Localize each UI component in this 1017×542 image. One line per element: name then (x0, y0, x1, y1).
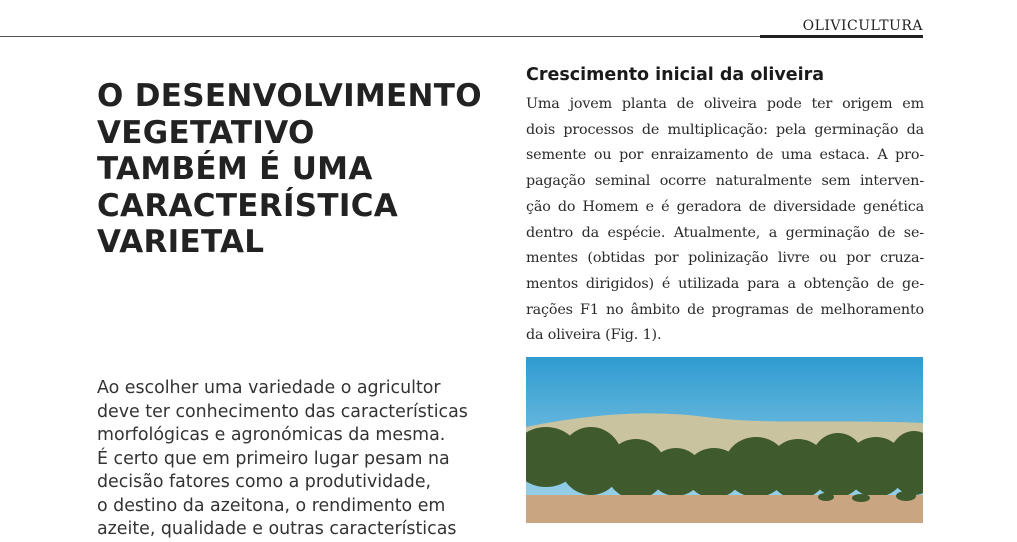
intro-line: deve ter conhecimento das características (97, 401, 468, 422)
body-line: da oliveira (Fig. 1). (526, 327, 662, 344)
intro-line: decisão fatores como a produtividade, (97, 472, 432, 492)
intro-line: azeite, qualidade e outras características (97, 519, 457, 539)
headline-line: VEGETATIVO (97, 114, 315, 151)
olive-grove-photo (526, 357, 923, 523)
body-line: semente ou por enraizamento de uma estaca. A pro- (526, 147, 924, 164)
headline-line: TAMBÉM É UMA (97, 151, 373, 187)
article-subhead: Crescimento inicial da oliveira (526, 65, 825, 85)
intro-line: Ao escolher uma variedade o agricultor (97, 378, 441, 398)
body-line: mentos dirigidos) é utilizada para a obtenção de ge- (526, 275, 924, 292)
intro-paragraph (97, 377, 497, 542)
header-rule-accent (760, 35, 923, 38)
body-line: dentro da espécie. Atualmente, a germinação de se- (526, 224, 924, 241)
article-body (526, 92, 924, 349)
intro-line: É certo que em primeiro lugar pesam na (97, 448, 450, 469)
body-line: pagação seminal ocorre naturalmente sem interven- (526, 173, 924, 190)
intro-line: morfológicas e agronómicas da mesma. (97, 425, 446, 445)
body-line: mentes (obtidas por polinização livre ou por cruza- (526, 250, 924, 267)
section-label: OLIVICULTURA (802, 18, 923, 34)
body-line: Uma jovem planta de oliveira pode ter origem em (526, 96, 924, 112)
headline (97, 78, 497, 261)
body-line: dois processos de multiplicação: pela germinação da (526, 121, 924, 138)
intro-line: o destino da azeitona, o rendimento em (97, 495, 446, 516)
body-line: rações F1 no âmbito de programas de melhoramento (526, 301, 924, 318)
headline-line: O DESENVOLVIMENTO (97, 78, 482, 114)
headline-line: CARACTERÍSTICA (97, 187, 399, 224)
headline-line: VARIETAL (97, 224, 265, 260)
body-line: ção do Homem e é geradora de diversidade genética (526, 198, 924, 215)
olive-grove-illustration (526, 357, 923, 523)
